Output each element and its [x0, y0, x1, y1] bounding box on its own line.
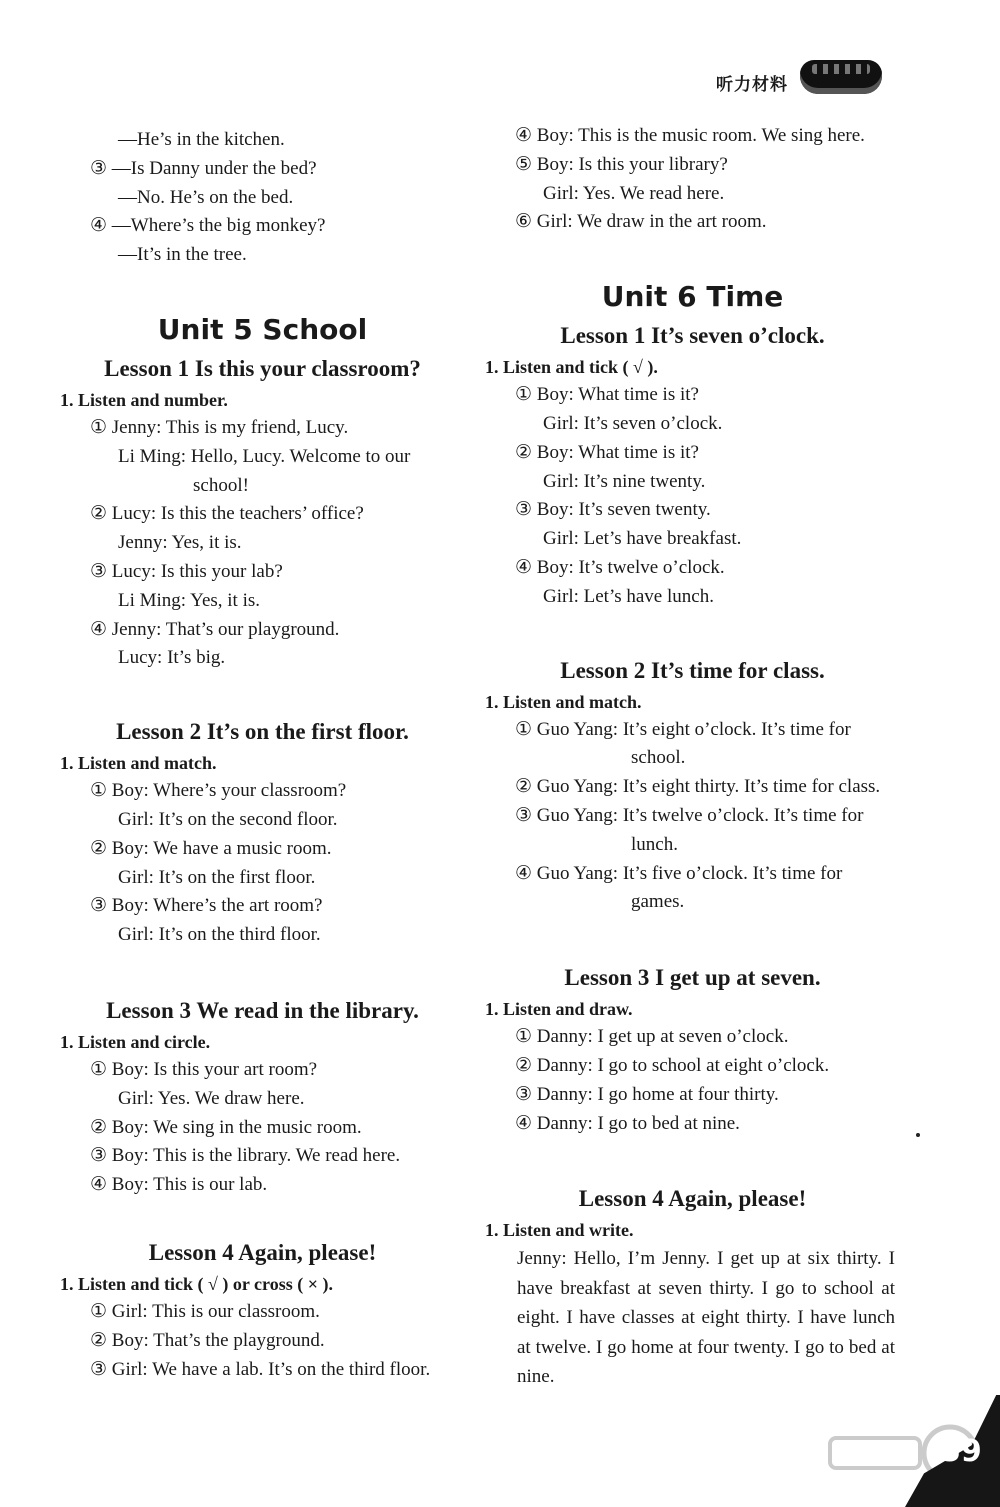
- unit6-lesson4-task: 1. Listen and write.: [485, 1220, 634, 1241]
- left-column: [60, 126, 465, 1384]
- dialogue-line: Girl: It’s on the third floor.: [118, 924, 321, 946]
- right-carryover-dialogue: [485, 122, 900, 237]
- unit6-lesson3-title: Lesson 3 I get up at seven.: [564, 965, 821, 991]
- unit5-lesson4-task: 1. Listen and tick ( √ ) or cross ( × ).: [60, 1273, 333, 1294]
- dialogue-line: ③ —Is Danny under the bed?: [90, 157, 317, 179]
- dialogue-line: ① Danny: I get up at seven o’clock.: [515, 1026, 789, 1048]
- dialogue-line: ① Girl: This is our classroom.: [90, 1300, 320, 1322]
- dialogue-line: ① Guo Yang: It’s eight o’clock. It’s time for: [515, 718, 851, 740]
- dialogue-line: —He’s in the kitchen.: [118, 129, 285, 150]
- dialogue-line: school.: [631, 747, 686, 769]
- dialogue-line: ① Boy: Is this your art room?: [90, 1058, 318, 1080]
- header-title: 听力材料: [716, 75, 788, 95]
- unit6-lesson3-task: 1. Listen and draw.: [485, 999, 633, 1020]
- dialogue-line: Girl: It’s nine twenty.: [543, 470, 706, 492]
- dialogue-line: ③ Boy: It’s seven twenty.: [515, 499, 711, 521]
- unit5-lesson4-dialogue: [60, 1298, 465, 1384]
- dialogue-line: ① Jenny: This is my friend, Lucy.: [90, 416, 349, 438]
- stray-dot: [916, 1133, 920, 1137]
- dialogue-line: ④ Guo Yang: It’s five o’clock. It’s time for: [515, 862, 843, 884]
- left-carryover-dialogue: [60, 126, 465, 270]
- unit5-lesson1-title: Lesson 1 Is this your classroom?: [104, 355, 421, 381]
- dialogue-line: Girl: Let’s have lunch.: [543, 585, 714, 607]
- dialogue-line: —It’s in the tree.: [118, 244, 247, 266]
- unit6-lesson2-title: Lesson 2 It’s time for class.: [560, 657, 825, 683]
- dialogue-line: ② Boy: What time is it?: [515, 441, 699, 463]
- dialogue-line: ④ Boy: It’s twelve o’clock.: [515, 556, 725, 578]
- dialogue-line: ② Boy: That’s the playground.: [90, 1329, 325, 1351]
- dialogue-line: Girl: It’s seven o’clock.: [543, 412, 723, 434]
- unit6-lesson1-dialogue: [485, 381, 900, 611]
- dialogue-line: ⑤ Boy: Is this your library?: [515, 153, 728, 175]
- unit5-lesson2-dialogue: [60, 777, 465, 950]
- unit5-lesson3-task: 1. Listen and circle.: [60, 1031, 211, 1052]
- unit5-lesson3-dialogue: [60, 1056, 465, 1200]
- dialogue-line: lunch.: [631, 833, 678, 855]
- dialogue-line: ② Lucy: Is this the teachers’ office?: [90, 503, 364, 525]
- dialogue-line: games.: [631, 891, 685, 913]
- dialogue-line: ④ Boy: This is our lab.: [90, 1174, 268, 1196]
- unit6-lesson4-title: Lesson 4 Again, please!: [578, 1186, 807, 1212]
- dialogue-line: ④ —Where’s the big monkey?: [90, 215, 326, 237]
- unit6-lesson2-task: 1. Listen and match.: [485, 691, 642, 712]
- unit6-lesson1-title: Lesson 1 It’s seven o’clock.: [560, 323, 825, 349]
- dialogue-line: ⑥ Girl: We draw in the art room.: [515, 211, 767, 233]
- dialogue-line: ④ Jenny: That’s our playground.: [90, 618, 340, 640]
- header-tab-decoration: [800, 60, 882, 94]
- dialogue-line: ③ Danny: I go home at four thirty.: [515, 1083, 779, 1105]
- unit-6-title: Unit 6 Time: [601, 280, 784, 314]
- unit5-lesson1-dialogue: [60, 414, 465, 673]
- dialogue-line: ③ Boy: Where’s the art room?: [90, 895, 323, 917]
- dialogue-line: ① Boy: Where’s your classroom?: [90, 780, 347, 802]
- unit6-lesson4-paragraph: Jenny: Hello, I’m Jenny. I get up at six thirty. I have breakfast at seven thirty. I go to school at eight. I have classes at eight thirty. I have lunch at twelve. I go home at four twenty. I go to bed at nine.: [517, 1248, 895, 1388]
- dialogue-line: Li Ming: Hello, Lucy. Welcome to our: [118, 445, 411, 467]
- unit5-lesson4-title: Lesson 4 Again, please!: [148, 1239, 377, 1265]
- dialogue-line: ② Boy: We sing in the music room.: [90, 1116, 362, 1138]
- dialogue-line: Girl: It’s on the first floor.: [118, 866, 316, 888]
- dialogue-line: ② Boy: We have a music room.: [90, 837, 332, 859]
- dialogue-line: ② Danny: I go to school at eight o’clock.: [515, 1054, 830, 1076]
- unit5-lesson3-title: Lesson 3 We read in the library.: [106, 997, 419, 1023]
- dialogue-line: Li Ming: Yes, it is.: [118, 589, 261, 611]
- dialogue-line: Lucy: It’s big.: [118, 647, 226, 669]
- dialogue-line: ④ Danny: I go to bed at nine.: [515, 1112, 740, 1134]
- dialogue-line: Girl: It’s on the second floor.: [118, 808, 338, 830]
- unit5-lesson2-title: Lesson 2 It’s on the first floor.: [116, 719, 409, 745]
- dialogue-line: ① Boy: What time is it?: [515, 384, 699, 406]
- unit6-lesson2-dialogue: [485, 716, 900, 918]
- dialogue-line: Girl: Let’s have breakfast.: [543, 528, 742, 550]
- right-column: [485, 122, 900, 1392]
- dialogue-line: ④ Boy: This is the music room. We sing here.: [515, 125, 865, 146]
- unit6-lesson1-task: 1. Listen and tick ( √ ).: [485, 357, 658, 378]
- unit5-lesson2-task: 1. Listen and match.: [60, 753, 217, 774]
- dialogue-line: ③ Boy: This is the library. We read here.: [90, 1145, 401, 1167]
- dialogue-line: ② Guo Yang: It’s eight thirty. It’s time for class.: [515, 776, 881, 798]
- unit6-lesson3-dialogue: [485, 1023, 900, 1138]
- dialogue-line: ③ Guo Yang: It’s twelve o’clock. It’s time for: [515, 804, 864, 826]
- dialogue-line: —No. He’s on the bed.: [118, 186, 294, 208]
- dialogue-line: ③ Lucy: Is this your lab?: [90, 560, 283, 582]
- unit5-lesson1-task: 1. Listen and number.: [60, 389, 228, 410]
- dialogue-line: Girl: Yes. We draw here.: [118, 1087, 305, 1109]
- dialogue-line: Girl: Yes. We read here.: [543, 182, 725, 204]
- unit-5-title: Unit 5 School: [157, 312, 368, 346]
- dialogue-line: Jenny: Yes, it is.: [118, 532, 242, 554]
- page-number: 59: [940, 1434, 982, 1469]
- dialogue-line: ③ Girl: We have a lab. It’s on the third floor.: [90, 1358, 431, 1380]
- dialogue-line: school!: [193, 474, 249, 496]
